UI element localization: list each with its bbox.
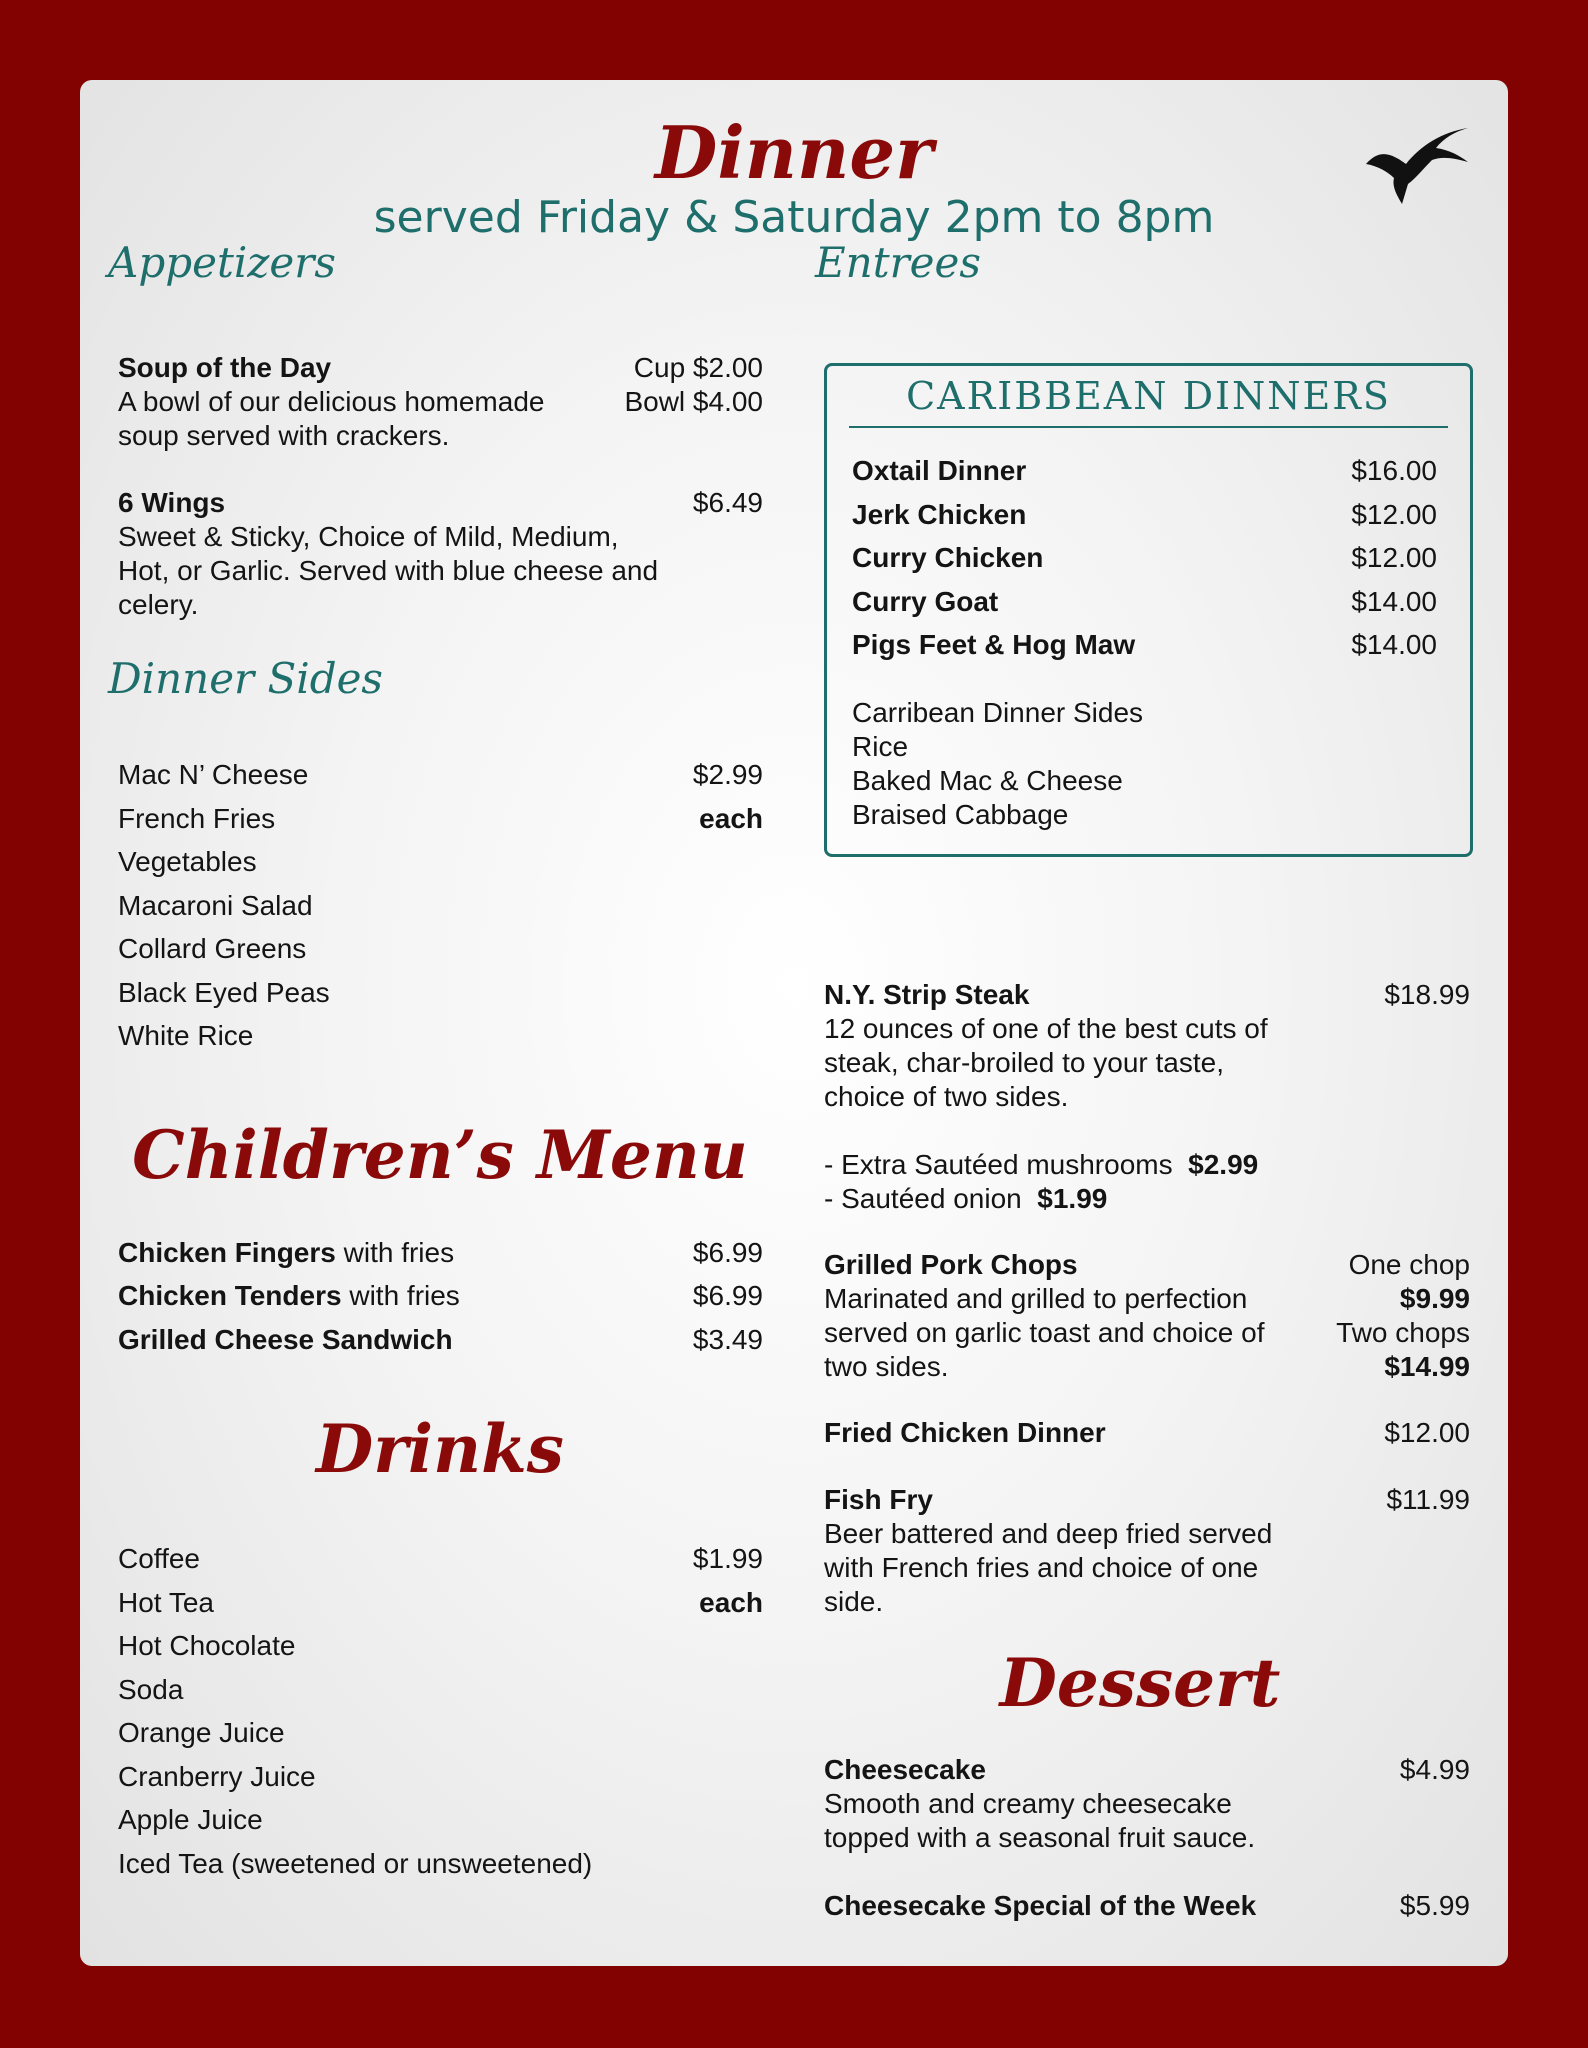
page-title: Dinner — [654, 110, 934, 195]
soup-desc-1: A bowl of our delicious homemade — [118, 386, 545, 417]
caribbean-sides-heading: Carribean Dinner Sides — [852, 697, 1144, 728]
list-item: Orange Juice — [118, 1717, 285, 1748]
list-item: Vegetables — [118, 846, 257, 877]
entrees-heading: Entrees — [815, 238, 981, 287]
drinks-heading: Drinks — [316, 1410, 564, 1488]
children-heading: Children’s Menu — [132, 1116, 748, 1194]
caribbean-side: Baked Mac & Cheese — [852, 765, 1123, 796]
children-item-price: $3.49 — [692, 1324, 763, 1355]
list-item: Cranberry Juice — [118, 1761, 316, 1792]
cheesecake-price: $4.99 — [1399, 1754, 1470, 1785]
sides-price: $2.99 — [692, 759, 763, 790]
cheesecake-special-price: $5.99 — [1399, 1890, 1470, 1921]
list-item: Hot Tea — [118, 1587, 214, 1618]
fish-price: $11.99 — [1386, 1484, 1470, 1515]
soup-price-cup: Cup $2.00 — [633, 352, 763, 383]
list-item: Mac N’ Cheese — [118, 759, 309, 790]
caribbean-dinners-box — [824, 363, 1473, 857]
wings-desc-3: celery. — [118, 589, 199, 620]
caribbean-side: Braised Cabbage — [852, 799, 1069, 830]
caribbean-item-name: Jerk Chicken — [852, 499, 1027, 530]
fish-name: Fish Fry — [824, 1484, 933, 1515]
cheesecake-desc-2: topped with a seasonal fruit sauce. — [824, 1822, 1256, 1853]
caribbean-item-price: $12.00 — [1351, 499, 1437, 530]
children-item-price: $6.99 — [692, 1280, 763, 1311]
caribbean-item-name: Oxtail Dinner — [852, 455, 1027, 486]
list-item: Collard Greens — [118, 933, 307, 964]
list-item: Macaroni Salad — [118, 890, 313, 921]
extra-price: $1.99 — [1037, 1183, 1108, 1214]
extra-label: - Extra Sautéed mushrooms — [824, 1149, 1173, 1180]
steak-name: N.Y. Strip Steak — [824, 979, 1030, 1010]
children-item-suffix: with fries — [335, 1237, 455, 1268]
steak-price: $18.99 — [1384, 979, 1470, 1010]
list-item: Coffee — [118, 1543, 200, 1574]
caribbean-item-price: $14.00 — [1351, 629, 1437, 660]
sides-each: each — [699, 803, 763, 834]
fish-desc-3: side. — [824, 1586, 884, 1617]
children-item-price: $6.99 — [692, 1237, 763, 1268]
wings-price: $6.49 — [692, 487, 763, 518]
list-item: Hot Chocolate — [118, 1630, 296, 1661]
steak-extra-onion — [824, 1182, 1107, 1216]
pork-name: Grilled Pork Chops — [824, 1249, 1078, 1280]
caribbean-item-name: Curry Goat — [852, 586, 999, 617]
children-item-suffix: with fries — [341, 1280, 460, 1311]
cheesecake-special-name: Cheesecake Special of the Week — [824, 1890, 1257, 1921]
children-item-name: Chicken Tenders — [118, 1280, 342, 1311]
caribbean-side: Rice — [852, 731, 909, 762]
children-item — [118, 1236, 454, 1270]
caribbean-title: CARIBBEAN DINNERS — [906, 374, 1391, 418]
list-item: Soda — [118, 1674, 184, 1705]
pork-two-label: Two chops — [1336, 1317, 1470, 1348]
steak-desc-2: steak, char-broiled to your taste, — [824, 1047, 1224, 1078]
fish-desc-2: with French fries and choice of one — [824, 1552, 1259, 1583]
wings-name: 6 Wings — [118, 487, 226, 518]
list-item: Apple Juice — [118, 1804, 263, 1835]
fried-chicken-price: $12.00 — [1384, 1417, 1470, 1448]
pork-one-price: $9.99 — [1399, 1283, 1470, 1314]
steak-desc-3: choice of two sides. — [824, 1081, 1069, 1112]
caribbean-item-price: $12.00 — [1351, 542, 1437, 573]
soup-price-bowl: Bowl $4.00 — [624, 386, 763, 417]
extra-price: $2.99 — [1188, 1149, 1259, 1180]
children-item-name: Chicken Fingers — [118, 1237, 336, 1268]
soup-desc-2: soup served with crackers. — [118, 420, 450, 451]
caribbean-item-name: Pigs Feet & Hog Maw — [852, 629, 1136, 660]
fried-chicken-name: Fried Chicken Dinner — [824, 1417, 1106, 1448]
dessert-heading: Dessert — [999, 1644, 1281, 1722]
page-subtitle: served Friday & Saturday 2pm to 8pm — [373, 192, 1215, 243]
list-item: Iced Tea (sweetened or unsweetened) — [118, 1848, 593, 1879]
frigatebird-icon — [1362, 120, 1472, 215]
pork-desc-2: served on garlic toast and choice of — [824, 1317, 1265, 1348]
children-item — [118, 1323, 453, 1357]
pork-two-price: $14.99 — [1384, 1351, 1470, 1382]
list-item: White Rice — [118, 1020, 254, 1051]
drinks-price: $1.99 — [692, 1543, 763, 1574]
extra-label: - Sautéed onion — [824, 1183, 1022, 1214]
wings-desc-1: Sweet & Sticky, Choice of Mild, Medium, — [118, 521, 619, 552]
cheesecake-desc-1: Smooth and creamy cheesecake — [824, 1788, 1232, 1819]
menu-card — [80, 80, 1508, 1966]
children-item — [118, 1279, 460, 1313]
pork-desc-1: Marinated and grilled to perfection — [824, 1283, 1248, 1314]
drinks-each: each — [699, 1587, 763, 1618]
list-item: Black Eyed Peas — [118, 977, 330, 1008]
caribbean-item-name: Curry Chicken — [852, 542, 1044, 573]
steak-desc-1: 12 ounces of one of the best cuts of — [824, 1013, 1268, 1044]
appetizers-heading: Appetizers — [108, 238, 336, 287]
caribbean-item-price: $14.00 — [1351, 586, 1437, 617]
sides-heading: Dinner Sides — [108, 654, 383, 703]
fish-desc-1: Beer battered and deep fried served — [824, 1518, 1273, 1549]
pork-desc-3: two sides. — [824, 1351, 949, 1382]
cheesecake-name: Cheesecake — [824, 1754, 986, 1785]
children-item-name: Grilled Cheese Sandwich — [118, 1324, 453, 1355]
soup-name: Soup of the Day — [118, 352, 332, 383]
list-item: French Fries — [118, 803, 276, 834]
steak-extra-mushrooms — [824, 1148, 1258, 1182]
caribbean-divider — [849, 426, 1448, 428]
caribbean-item-price: $16.00 — [1351, 455, 1437, 486]
pork-one-label: One chop — [1348, 1249, 1470, 1280]
wings-desc-2: Hot, or Garlic. Served with blue cheese and — [118, 555, 659, 586]
